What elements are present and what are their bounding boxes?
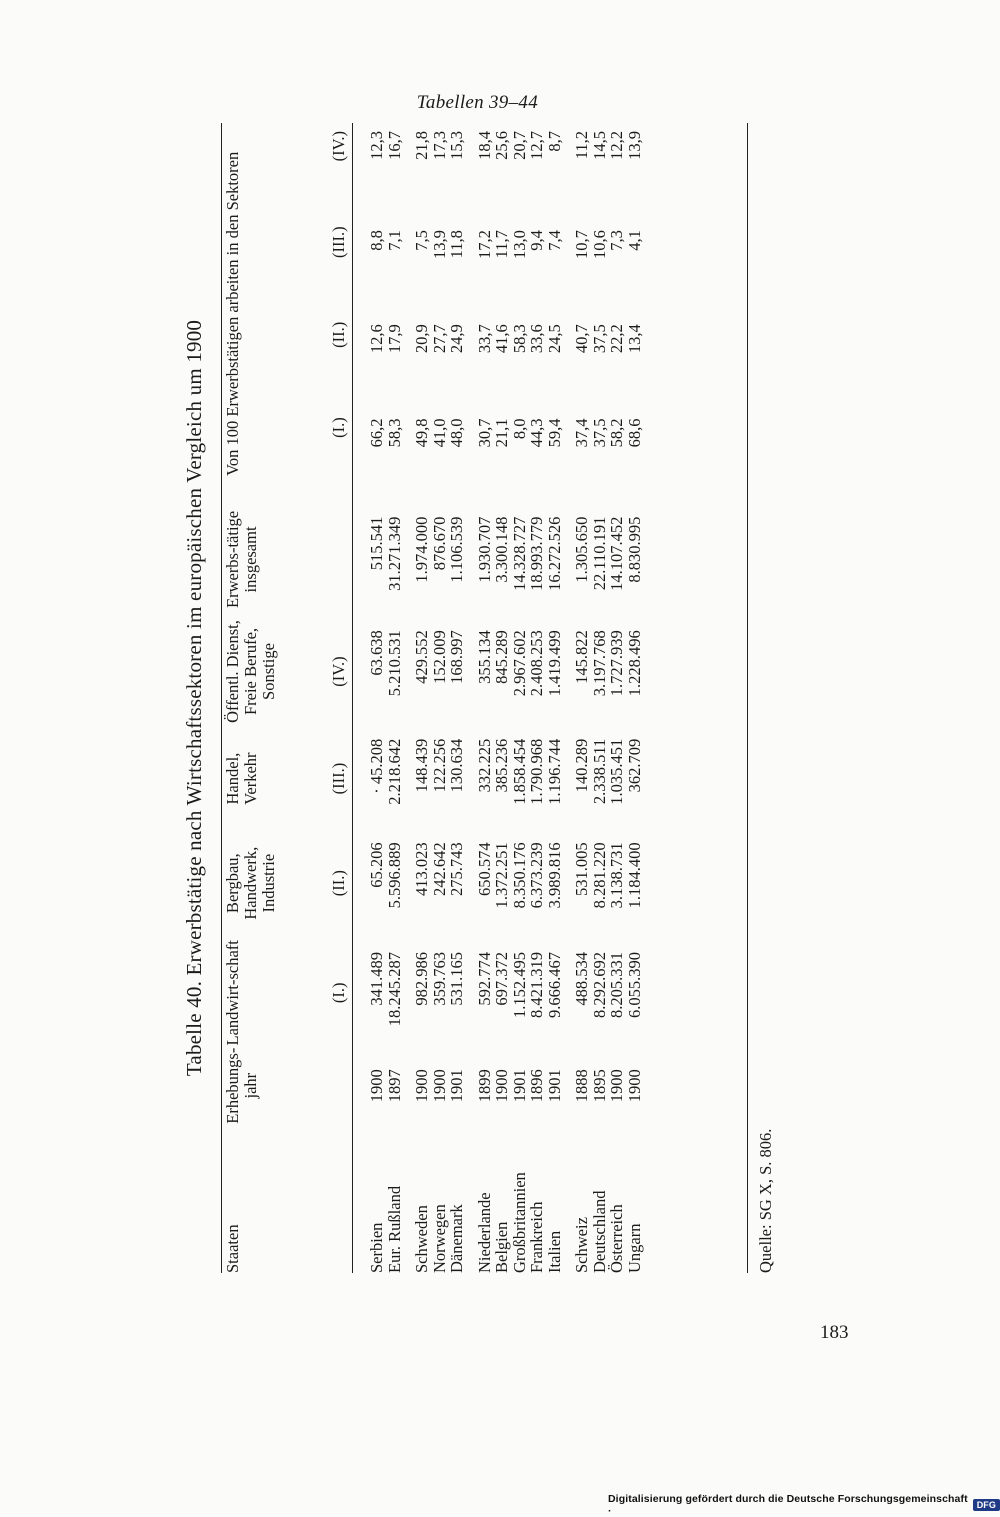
cell-agri: 9.666.467 [544,951,564,1018]
cell-public: 2.967.602 [509,630,529,697]
cell-s1: 37,5 [589,418,609,448]
cell-public: 5.210.531 [384,630,404,697]
table-row [511,123,529,1273]
running-header: Tabellen 39–44 [416,92,538,113]
cell-trade: 130.634 [447,738,466,793]
cell-trade: 2.338.511 [589,738,609,805]
header-public: Öffentl. Dienst, Freie Berufe, Sonstige (IV.) [224,614,352,729]
cell-s4: 16,7 [384,131,404,160]
cell-total: 22.110.191 [589,516,609,591]
header-industry: Bergbau, Handwerk, Industrie (II.) [224,828,352,938]
cell-total: 1.930.707 [474,516,494,583]
table-region [174,123,774,1273]
cell-public: 2.408.253 [527,630,546,697]
cell-s4: 20,7 [509,131,529,160]
header-share-group: Von 100 Erwerbstätigen arbeiten in den Sektoren (I.) (II.) (III.) (IV.) [224,123,352,505]
cell-total: 16.272.526 [544,516,564,591]
cell-agri: 18.245.287 [384,951,404,1027]
cell-s1: 59,4 [544,418,564,448]
table-row [413,123,431,1273]
cell-s2: 41,6 [492,324,511,354]
header-share-1: (I.) [329,417,348,438]
cell-agri: 1.152.495 [509,951,529,1018]
cell-s4: 13,9 [624,131,644,160]
cell-s3: 13,9 [429,230,449,260]
header-share-3: (III.) [329,226,348,258]
data-table [224,123,643,1273]
cell-s3: 7,1 [384,230,404,251]
cell-trade: 362.709 [624,738,644,793]
cell-country: Norwegen [429,1204,449,1273]
cell-s2: 13,4 [624,324,644,354]
cell-public: 145.822 [572,630,591,684]
cell-agri: 8.421.319 [527,951,546,1018]
cell-trade: 1.035.451 [607,738,626,805]
cell-year: 1901 [447,1069,466,1103]
cell-year: 1897 [384,1069,404,1103]
cell-year: 1895 [589,1069,609,1103]
cell-total: 876.670 [429,516,449,571]
cell-s1: 21,1 [492,418,511,448]
cell-s4: 25,6 [492,131,511,160]
cell-s1: 37,4 [572,418,591,448]
table-bottom-rule [747,123,748,1273]
cell-year: 1901 [509,1069,529,1103]
cell-industry: 65.206 [367,842,386,888]
header-share-4: (IV.) [329,130,348,162]
rotated-table-frame [174,123,774,1273]
cell-year: 1901 [544,1069,564,1103]
cell-trade: 122.256 [429,738,449,793]
cell-public: 63.638 [367,630,386,676]
cell-agri: 982.986 [412,951,431,1006]
cell-year: 1888 [572,1069,591,1103]
table-row [448,123,466,1273]
page-number: 183 [820,1322,849,1343]
table-row [476,123,494,1273]
cell-s3: 8,8 [367,230,386,251]
table-row [368,123,386,1273]
cell-s2: 37,5 [589,324,609,354]
cell-s1: 49,8 [412,418,431,448]
cell-public: 1.727.939 [607,630,626,697]
cell-s4: 14,5 [589,131,609,160]
cell-industry: 3.138.731 [607,842,626,909]
cell-s4: 12,7 [527,131,546,160]
table-row [546,123,564,1273]
table-top-rule [221,123,222,1273]
cell-s1: 58,2 [607,418,626,448]
cell-trade: 2.218.642 [384,738,404,805]
cell-industry: 531.005 [572,842,591,897]
table-row [626,123,644,1273]
cell-country: Schweden [412,1205,431,1273]
cell-public: 355.134 [474,630,494,684]
cell-s4: 17,3 [429,131,449,160]
cell-industry: 5.596.889 [384,842,404,909]
cell-s2: 58,3 [509,324,529,354]
cell-agri: 592.774 [474,951,494,1006]
cell-year: 1899 [474,1069,494,1103]
cell-total: 1.974.000 [412,516,431,583]
header-total: Erwerbs-tätige insgesamt [223,510,260,608]
cell-total: 3.300.148 [492,516,511,583]
table-row [493,123,511,1273]
table-row [528,123,546,1273]
cell-s2: 33,6 [527,324,546,354]
cell-country: Italien [544,1230,564,1273]
cell-s4: 12,2 [607,131,626,160]
table-row [573,123,591,1273]
cell-s3: 10,7 [572,230,591,260]
cell-total: 14.328.727 [509,516,529,591]
header-country: Staaten [223,1224,242,1273]
cell-agri: 488.534 [572,951,591,1006]
cell-industry: 1.372.251 [492,842,511,909]
cell-agri: 8.292.692 [589,951,609,1018]
cell-agri: 697.372 [492,951,511,1006]
cell-s1: 41,0 [429,418,449,448]
cell-s4: 11,2 [572,131,591,160]
cell-s4: 15,3 [447,131,466,160]
cell-s3: 11,7 [492,230,511,259]
table-title: Tabelle 40. Erwerbstätige nach Wirtschaftssektoren im europäischen Vergleich um 1900 [182,319,206,1077]
cell-trade: 1.196.744 [544,738,564,805]
cell-country: Großbritannien [509,1172,529,1273]
cell-s3: 11,8 [447,230,466,259]
header-agriculture: Landwirt-schaft (I.) [224,938,352,1048]
cell-country: Eur. Rußland [384,1185,404,1273]
footer-credit [608,1493,1000,1517]
header-year: Erhebungs-jahr [223,1047,260,1124]
cell-total: 1.305.650 [572,516,591,583]
cell-industry: 3.989.816 [544,842,564,909]
cell-s3: 7,4 [544,230,564,251]
cell-s4: 8,7 [544,131,564,152]
cell-s3: 13,0 [509,230,529,260]
cell-industry: 650.574 [474,842,494,897]
header-trade-sub: (III.) [329,762,348,795]
table-row [608,123,626,1273]
cell-s2: 40,7 [572,324,591,354]
cell-s1: 30,7 [474,418,494,448]
table-body [352,123,643,1273]
cell-s3: 7,5 [412,230,431,251]
cell-s3: 4,1 [624,230,644,251]
cell-country: Dänemark [447,1204,466,1273]
cell-year: 1900 [607,1069,626,1103]
cell-s3: 10,6 [589,230,609,260]
header-public-sub: (IV.) [329,656,348,687]
cell-s1: 66,2 [367,418,386,448]
cell-s2: 33,7 [474,324,494,354]
cell-agri: 359.763 [429,951,449,1006]
cell-s4: 18,4 [474,131,494,160]
cell-public: 3.197.768 [589,630,609,697]
cell-s1: 48,0 [447,418,466,448]
cell-s2: 27,7 [429,324,449,354]
cell-public: 168.997 [447,630,466,684]
cell-public: 845.289 [492,630,511,684]
cell-country: Belgien [492,1221,511,1273]
table-source: Quelle: SG X, S. 806. [756,1128,775,1273]
table-row [386,123,404,1273]
footer-text: Digitalisierung gefördert durch die Deutsche Forschungsgemeinschaft · [608,1493,968,1517]
cell-industry: 1.184.400 [624,842,644,909]
dfg-logo: DFG [973,1499,1000,1511]
cell-trade: 385.236 [492,738,511,793]
cell-s4: 12,3 [367,131,386,160]
cell-year: 1896 [527,1069,546,1103]
cell-country: Österreich [607,1204,626,1273]
cell-total: 18.993.779 [527,516,546,591]
cell-s2: 24,9 [447,324,466,354]
header-industry-sub: (II.) [329,870,348,897]
cell-industry: 275.743 [447,842,466,897]
cell-year: 1900 [624,1069,644,1103]
cell-country: Niederlande [474,1192,494,1273]
cell-trade: 140.289 [572,738,591,793]
header-agriculture-sub: (I.) [329,982,348,1004]
cell-industry: 6.373.239 [527,842,546,909]
cell-year: 1900 [412,1069,431,1103]
cell-trade: 1.790.968 [527,738,546,805]
cell-total: 1.106.539 [447,516,466,583]
cell-year: 1900 [367,1069,386,1103]
cell-total: 8.830.995 [624,516,644,583]
cell-s2: 17,9 [384,324,404,354]
header-trade: Handel, Verkehr (III.) [224,729,352,829]
cell-country: Serbien [367,1222,386,1273]
cell-industry: 8.350.176 [509,842,529,909]
cell-agri: 341.489 [367,951,386,1006]
cell-country: Ungarn [624,1223,644,1273]
cell-s2: 12,6 [367,324,386,354]
header-share-2: (II.) [329,321,348,348]
cell-public: 152.009 [429,630,449,684]
cell-s3: 17,2 [474,230,494,260]
cell-s1: 58,3 [384,418,404,448]
cell-country: Schweiz [572,1217,591,1273]
cell-agri: 531.165 [447,951,466,1006]
cell-agri: 8.205.331 [607,951,626,1018]
cell-s1: 8,0 [509,418,529,440]
cell-s1: 68,6 [624,418,644,448]
cell-s2: 24,5 [544,324,564,354]
cell-trade: 332.225 [474,738,494,793]
cell-trade: 148.439 [412,738,431,793]
cell-industry: 8.281.220 [589,842,609,909]
cell-public: 1.419.499 [544,630,564,697]
cell-s3: 7,3 [607,230,626,251]
cell-s3: 9,4 [527,230,546,251]
table-row [591,123,609,1273]
cell-total: 31.271.349 [384,516,404,591]
cell-total: 14.107.452 [607,516,626,591]
cell-industry: 242.642 [429,842,449,897]
cell-public: 429.552 [412,630,431,684]
cell-s4: 21,8 [412,131,431,160]
table-row [431,123,449,1273]
cell-country: Frankreich [527,1201,546,1273]
cell-year: 1900 [492,1069,511,1103]
cell-industry: 413.023 [412,842,431,897]
cell-public: 1.228.496 [624,630,644,697]
cell-s1: 44,3 [527,418,546,448]
cell-total: 515.541 [367,516,386,571]
cell-year: 1900 [429,1069,449,1103]
cell-s2: 22,2 [607,324,626,354]
cell-trade: · 45.208 [367,738,386,794]
cell-country: Deutschland [589,1190,609,1273]
cell-trade: 1.858.454 [509,738,529,805]
cell-s2: 20,9 [412,324,431,354]
cell-agri: 6.055.390 [624,951,644,1018]
